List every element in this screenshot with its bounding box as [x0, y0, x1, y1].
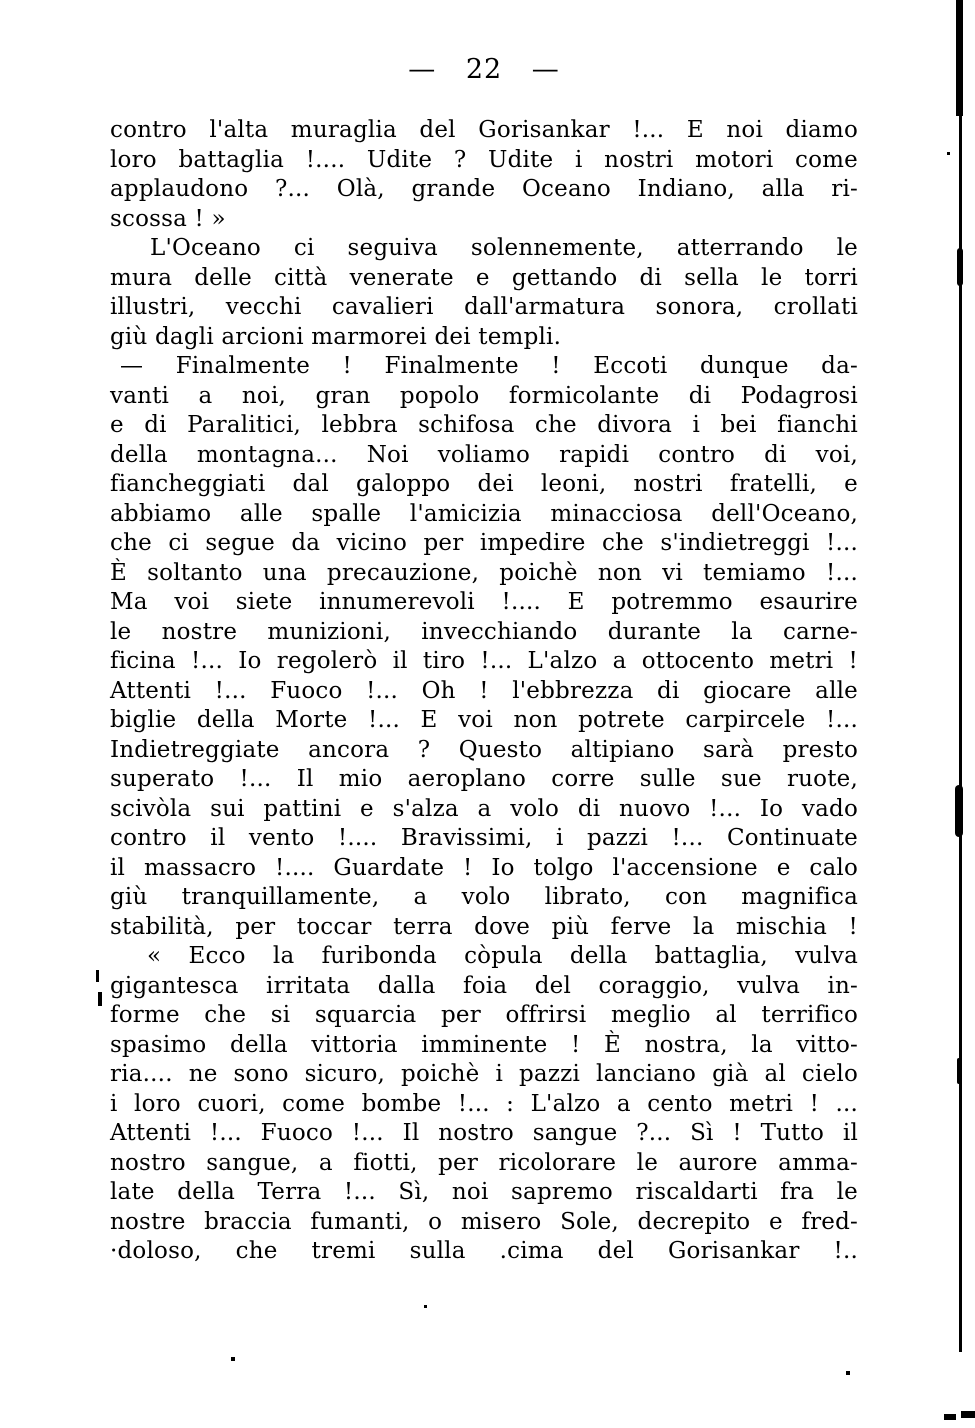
scan-artifact: [957, 248, 963, 286]
scan-artifact: [944, 1414, 956, 1420]
text-line: Attenti !... Fuoco !... Oh ! l'ebbrezza di giocare alle: [110, 677, 858, 704]
text-line: È soltanto una precauzione, poichè non vi temiamo !...: [110, 559, 858, 586]
text-line: Ma voi siete innumerevoli !.... E potremmo esaurire: [110, 589, 858, 615]
scan-artifact: [231, 1357, 235, 1361]
text-line: ·doloso, che tremi sulla .cima del Gorisankar !..: [110, 1238, 858, 1264]
text-line: superato !... Il mio aeroplano corre sulle sue ruote,: [110, 766, 858, 792]
text-line: ficina !... Io regolerò il tiro !... L'alzo a ottocento metri !: [110, 648, 858, 674]
paragraph-3: [110, 352, 858, 942]
text-line: della montagna... Noi voliamo rapidi contro di voi,: [110, 441, 858, 468]
text-line: il massacro !.... Guardate ! Io tolgo l'accensione e calo: [110, 854, 858, 881]
page-number: — 22 —: [408, 54, 560, 85]
text-line: Attenti !... Fuoco !... Il nostro sangue ?... Sì ! Tutto il: [110, 1120, 858, 1146]
text-line: vanti a noi, gran popolo formicolante di Podagrosi: [110, 382, 858, 409]
text-line: contro l'alta muraglia del Gorisankar !... E noi diamo: [110, 117, 858, 143]
text-line: nostre braccia fumanti, o misero Sole, decrepito e fred-: [110, 1208, 858, 1235]
scan-artifact: [98, 992, 102, 1006]
text-line: Indietreggiate ancora ? Questo altipiano sarà presto: [110, 736, 858, 763]
paragraph-2: [110, 234, 858, 352]
scan-artifact: [947, 152, 950, 155]
text-line: biglie della Morte !... E voi non potrete carpircele !...: [110, 707, 858, 733]
text-line: stabilità, per toccar terra dove più ferve la mischia !: [110, 913, 858, 940]
text-line: spasimo della vittoria imminente ! È nostra, la vitto-: [110, 1031, 858, 1058]
text-line: — Finalmente ! Finalmente ! Eccoti dunque da-: [120, 353, 858, 379]
text-line: « Ecco la furibonda còpula della battaglia, vulva: [147, 943, 858, 969]
text-line: che ci segue da vicino per impedire che s'indietreggi !...: [110, 530, 858, 556]
page-edge-line-top: [956, 0, 963, 116]
text-line: abbiamo alle spalle l'amicizia minacciosa dell'Oceano,: [110, 500, 858, 527]
text-line: forme che si squarcia per offrirsi meglio al terrifico: [110, 1002, 858, 1028]
scan-artifact: [957, 1058, 962, 1084]
text-line: i loro cuori, come bombe !... : L'alzo a cento metri ! ...: [110, 1090, 858, 1117]
text-line: gigantesca irritata dalla foia del coraggio, vulva in-: [110, 972, 858, 999]
text-line: scossa ! »: [110, 205, 226, 232]
text-line: applaudono ?... Olà, grande Oceano Indiano, alla ri-: [110, 176, 858, 202]
text-line: loro battaglia !.... Udite ? Udite i nostri motori come: [110, 146, 858, 173]
paragraph-1: [110, 116, 858, 234]
text-line: giù tranquillamente, a volo librato, con magnifica: [110, 884, 858, 910]
scan-artifact: [96, 970, 99, 982]
scan-artifact: [955, 785, 963, 837]
scan-artifact: [961, 1411, 975, 1418]
text-line: e di Paralitici, lebbra schifosa che divora i bei fianchi: [110, 412, 858, 438]
text-line: le nostre munizioni, invecchiando durante la carne-: [110, 618, 858, 645]
paragraph-4: [110, 942, 858, 1267]
text-line: mura delle città venerate e gettando di sella le torri: [110, 264, 858, 291]
text-line: fiancheggiati dal galoppo dei leoni, nostri fratelli, e: [110, 471, 858, 497]
text-line: contro il vento !.... Bravissimi, i pazzi !... Continuate: [110, 825, 858, 851]
page-edge-line: [959, 0, 962, 1352]
text-line: nostro sangue, a fiotti, per ricolorare le aurore amma-: [110, 1149, 858, 1176]
text-line: L'Oceano ci seguiva solennemente, atterrando le: [150, 235, 858, 261]
scan-artifact: [424, 1305, 427, 1308]
text-line: late della Terra !... Sì, noi sapremo riscaldarti fra le: [110, 1179, 858, 1205]
text-line: illustri, vecchi cavalieri dall'armatura sonora, crollati: [110, 294, 858, 320]
text-line: ria.... ne sono sicuro, poichè i pazzi lanciano già al cielo: [110, 1061, 858, 1087]
text-block: [110, 116, 858, 1267]
text-line: scivòla sui pattini e s'alza a volo di nuovo !... Io vado: [110, 795, 858, 822]
text-line: giù dagli arcioni marmorei dei templi.: [110, 323, 562, 350]
scan-artifact: [846, 1371, 850, 1375]
